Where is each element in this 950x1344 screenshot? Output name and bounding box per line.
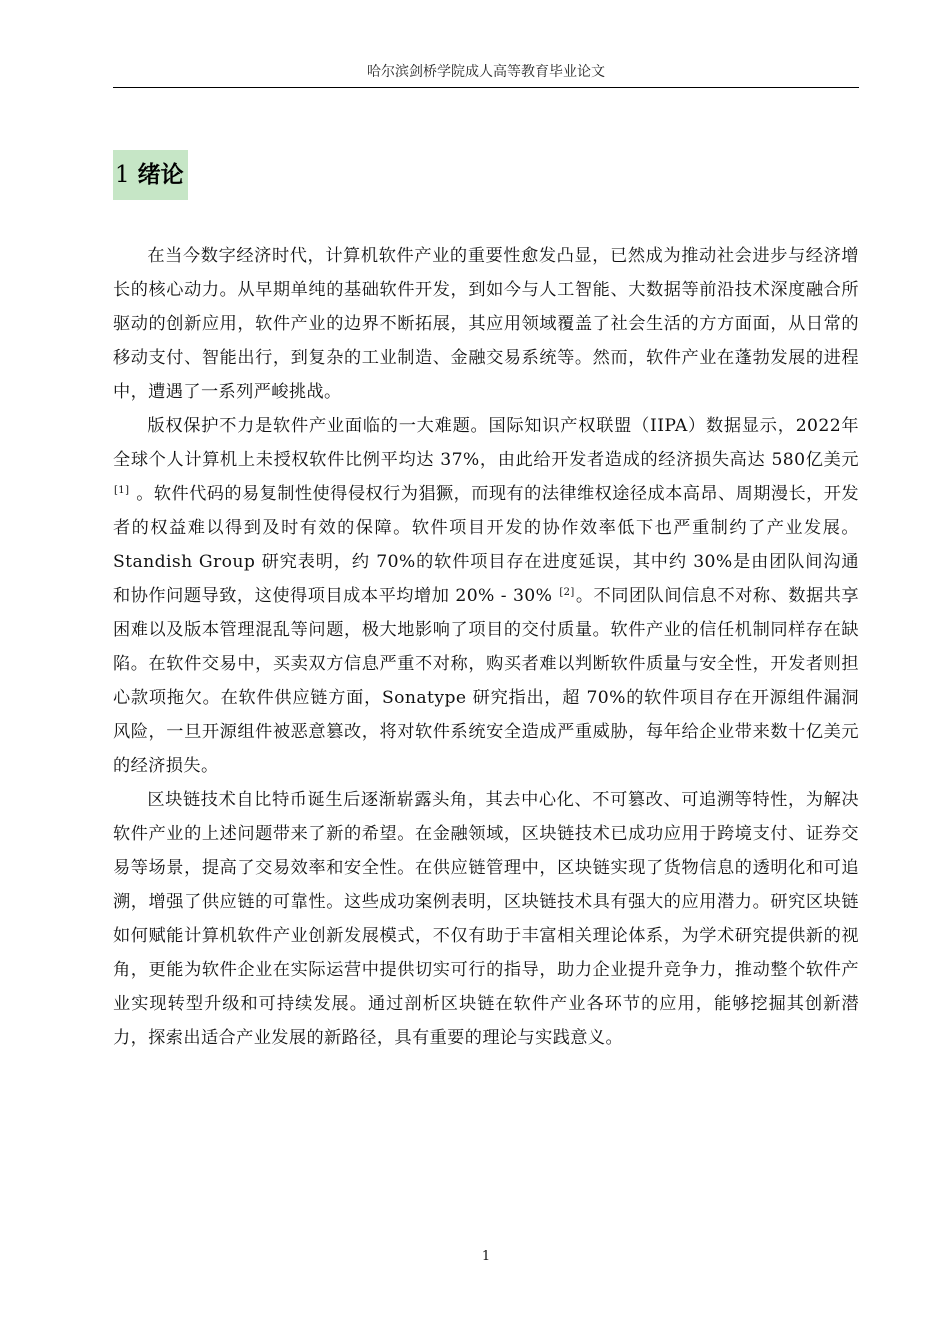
paragraph-text: 。不同团队间信息不对称、数据共享困难以及版本管理混乱等问题，极大地影响了项目的交付质量。软件产业的信任机制同样存在缺陷。在软件交易中，买卖双方信息严重不对称，购买者难以判断软件质量与安全性，开发者则担心款项拖欠。在软件供应链方面，Sonatype 研究指出，超 70%的软件项目存在开源组件漏洞风险，一旦开源组件被恶意篡改，将对软件系统安全造成严重威胁，每年给企业带来数十亿美元的经济损失。 <box>113 586 859 776</box>
citation-1: [1] <box>114 485 130 496</box>
paragraph-1 <box>113 239 859 409</box>
chapter-number: 1 <box>115 162 130 188</box>
body-text <box>113 239 859 1055</box>
paragraph-text: 版权保护不力是软件产业面临的一大难题。国际知识产权联盟（IIPA）数据显示，2022年全球个人计算机上未授权软件比例平均达 37%，由此给开发者造成的经济损失高达 580亿美元 <box>113 416 859 470</box>
chapter-heading <box>113 150 188 200</box>
citation-2: [2] <box>559 587 575 598</box>
paragraph-text: 。软件代码的易复制性使得侵权行为猖獗，而现有的法律维权途径成本高昂、周期漫长，开发者的权益难以得到及时有效的保障。软件项目开发的协作效率低下也严重制约了产业发展。Standish Group 研究表明，约 70%的软件项目存在进度延误，其中约 30%是由团队间沟通和协作问题导致，这使得项目成本平均增加 20% - 30% <box>113 484 859 606</box>
paragraph-3 <box>113 783 859 1055</box>
chapter-title: 绪论 <box>137 161 184 188</box>
page-header: 哈尔滨剑桥学院成人高等教育毕业论文 <box>367 64 605 80</box>
paragraph-text: 在当今数字经济时代，计算机软件产业的重要性愈发凸显，已然成为推动社会进步与经济增长的核心动力。从早期单纯的基础软件开发，到如今与人工智能、大数据等前沿技术深度融合所驱动的创新应用，软件产业的边界不断拓展，其应用领域覆盖了社会生活的方方面面，从日常的移动支付、智能出行，到复杂的工业制造、金融交易系统等。然而，软件产业在蓬勃发展的进程中，遭遇了一系列严峻挑战。 <box>113 246 859 402</box>
paragraph-2 <box>113 409 859 783</box>
header-divider <box>113 87 859 88</box>
paragraph-text: 区块链技术自比特币诞生后逐渐崭露头角，其去中心化、不可篡改、可追溯等特性，为解决软件产业的上述问题带来了新的希望。在金融领域，区块链技术已成功应用于跨境支付、证券交易等场景，提高了交易效率和安全性。在供应链管理中，区块链实现了货物信息的透明化和可追溯，增强了供应链的可靠性。这些成功案例表明，区块链技术具有强大的应用潜力。研究区块链如何赋能计算机软件产业创新发展模式，不仅有助于丰富相关理论体系，为学术研究提供新的视角，更能为软件企业在实际运营中提供切实可行的指导，助力企业提升竞争力，推动整个软件产业实现转型升级和可持续发展。通过剖析区块链在软件产业各环节的应用，能够挖掘其创新潜力，探索出适合产业发展的新路径，具有重要的理论与实践意义。 <box>113 790 859 1048</box>
page-number: 1 <box>481 1249 491 1264</box>
